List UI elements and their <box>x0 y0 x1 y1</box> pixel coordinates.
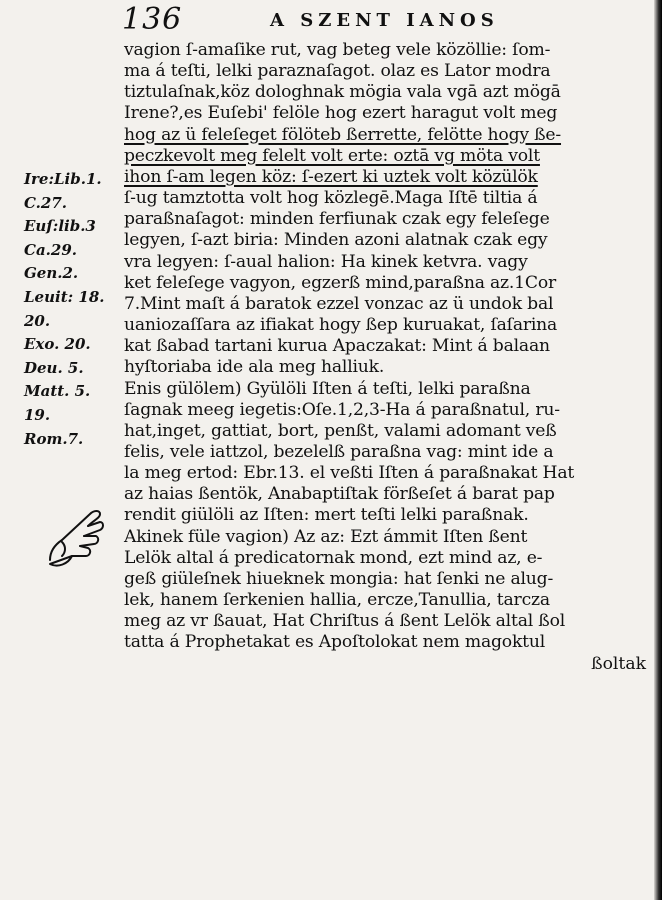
text-line: ma á teſti, lelki paraznaſagot. olaz es Lator modra <box>124 61 551 82</box>
margin-ref: 19. <box>24 405 51 424</box>
running-head: A SZENT IANOS <box>270 10 499 31</box>
text-line: la meg ertod: Ebr.13. el veßti Iſten á paraßnakat Hat <box>124 463 575 484</box>
text-line: hat,inget, gattiat, bort, penßt, valami adomant veß <box>124 420 557 441</box>
text-line: Akinek füle vagion) Az az: Ezt ámmit Iſten ßent <box>124 526 528 547</box>
text-line: Lelök altal á predicatornak mond, ezt mind az, e- <box>124 547 543 568</box>
body-text <box>124 40 652 675</box>
marginal-references <box>24 168 124 451</box>
text-line: vra legyen: ſ-aual halion: Ha kinek ketvra. vagy <box>124 251 528 272</box>
margin-ref: Exo. 20. <box>24 335 91 354</box>
text-line: geß giüleſnek hiueknek mongia: hat ſenki ne alug- <box>124 568 554 589</box>
text-line: tatta á Prophetakat es Apoſtolokat nem magoktul <box>124 632 546 653</box>
catchword: ßoltak <box>591 653 646 674</box>
margin-ref: Leuit: 18. <box>24 287 105 306</box>
text-line: Enis gülölem) Gyülöli Iſten á teſti, lelki paraßna <box>124 378 531 399</box>
text-line: ſ-ug tamztotta volt hog közlegē.Maga Iſtē tiltia á <box>124 188 538 209</box>
text-line: tiztulaſnak,köz dologhnak mögia vala vgā azt mögā <box>124 82 561 103</box>
margin-ref: Euſ:lib.3 <box>24 217 96 236</box>
page-edge-shadow <box>654 0 662 900</box>
text-line: rendit giülöli az Iſten: mert teſti lelki paraßnak. <box>124 505 529 526</box>
text-line: felis, vele iattzol, bezelelß paraßna vag: mint ide a <box>124 441 554 462</box>
text-line: vagion ſ-amaſike rut, vag beteg vele közöllie: ſom- <box>124 40 551 60</box>
margin-ref: C.27. <box>24 193 67 212</box>
text-line: uaniozaſſara az ifiakat hogy ßep kuruakat, ſaſarina <box>124 315 558 336</box>
margin-ref: 20. <box>24 311 51 330</box>
margin-ref: Deu. 5. <box>24 358 84 377</box>
text-line: lek, hanem ſerkenien hallia, ercze,Tanullia, tarcza <box>124 590 550 611</box>
text-line: 7.Mint maſt á baratok ezzel vonzac az ü undok bal <box>124 293 554 314</box>
text-line: kat ßabad tartani kurua Apaczakat: Mint á balaan <box>124 336 550 357</box>
text-line-underlined: hog az ü feleſeget fölöteb ßerrette, felötte hogy ße- <box>124 124 562 145</box>
text-line: paraßnaſagot: minden ferfiunak czak egy feleſege <box>124 209 550 230</box>
text-line: legyen, ſ-azt biria: Minden azoni alatnak czak egy <box>124 230 548 251</box>
text-line: ſagnak meeg iegetis:Oſe.1,2,3-Ha á paraßnatul, ru- <box>124 399 560 420</box>
text-line: Irene?,es Euſebi' felöle hog ezert haragut volt meg <box>124 103 558 124</box>
margin-ref: Matt. 5. <box>24 382 91 401</box>
text-line-underlined: peczkevolt meg felelt volt erte: oztā vg möta volt <box>124 145 540 166</box>
page-header <box>120 2 640 37</box>
text-line-underlined: ihon ſ-am legen köz: ſ-ezert ki uztek volt közülök <box>124 166 538 187</box>
text-line: meg az vr ßauat, Hat Chriſtus á ßent Lelök altal ßol <box>124 611 566 632</box>
text-line: az haias ßentök, Anabaptiſtak förßeſet á barat pap <box>124 484 555 505</box>
margin-ref: Ire:Lib.1. <box>24 170 102 188</box>
text-line: ket feleſege vagyon, egzerß mind,paraßna az.1Cor <box>124 272 557 293</box>
pointing-hand-icon <box>44 500 108 572</box>
margin-ref: Gen.2. <box>24 264 79 283</box>
page-number: 136 <box>122 2 183 37</box>
text-line: hyſtoriaba ide ala meg halliuk. <box>124 357 385 378</box>
margin-ref: Ca.29. <box>24 240 77 259</box>
margin-ref: Rom.7. <box>24 429 84 448</box>
